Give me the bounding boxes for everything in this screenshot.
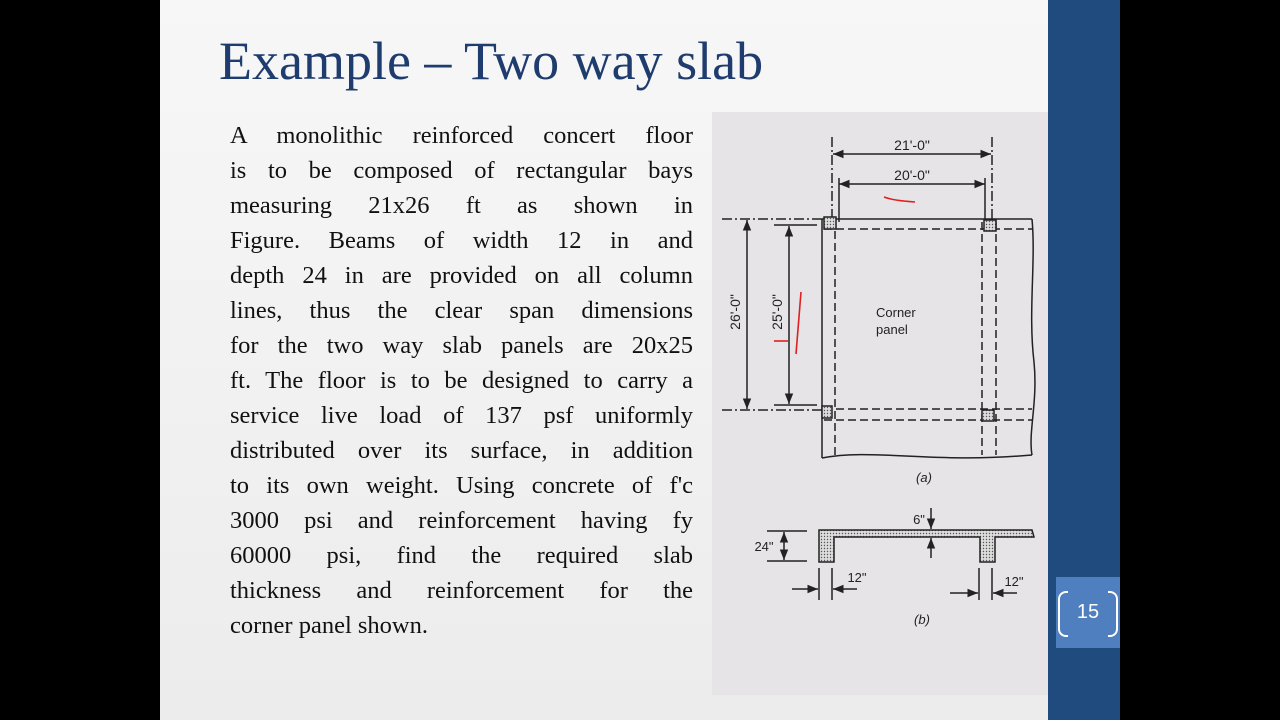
slab-drawing [712,112,1055,695]
text-line: 3000 psi and reinforcement having fy [230,507,693,534]
text-line: Figure. Beams of width 12 in and [230,227,693,254]
text-line: lines, thus the clear span dimensions [230,297,693,324]
text-line: for the two way slab panels are 20x25 [230,332,693,359]
dim-21-label: 21'-0" [894,137,930,153]
text-line: measuring 21x26 ft as shown in [230,192,693,219]
text-line: is to be composed of rectangular bays [230,157,693,184]
problem-text [230,118,693,643]
text-line: A monolithic reinforced concert floor [230,122,693,149]
dim-12-right-label: 12" [1004,574,1024,589]
corner-label: Corner [876,305,916,320]
text-line: to its own weight. Using concrete of f'c [230,472,693,499]
dim-6-label: 6" [913,512,925,527]
dim-25-label: 25'-0" [769,294,785,330]
slide [160,0,1120,720]
dim-20-label: 20'-0" [894,167,930,183]
text-line: 60000 psi, find the required slab [230,542,693,569]
text-line: ft. The floor is to be designed to carry a [230,367,693,394]
dim-12-left-label: 12" [847,570,867,585]
text-line: thickness and reinforcement for the [230,577,693,604]
right-bracket-icon [1108,591,1118,637]
slide-title: Example – Two way slab [219,31,764,91]
text-line: corner panel shown. [230,612,428,639]
page-number: 15 [1076,601,1100,623]
page-number-box [1056,577,1120,648]
text-line: service live load of 137 psf uniformly [230,402,693,429]
dim-24-label: 24" [754,539,774,554]
text-line: distributed over its surface, in addition [230,437,693,464]
text-line: depth 24 in are provided on all column [230,262,693,289]
panel-label: panel [876,322,908,337]
slab-figure [712,112,1055,695]
dim-26-label: 26'-0" [727,294,743,330]
caption-b: (b) [914,612,930,627]
caption-a: (a) [916,470,932,485]
